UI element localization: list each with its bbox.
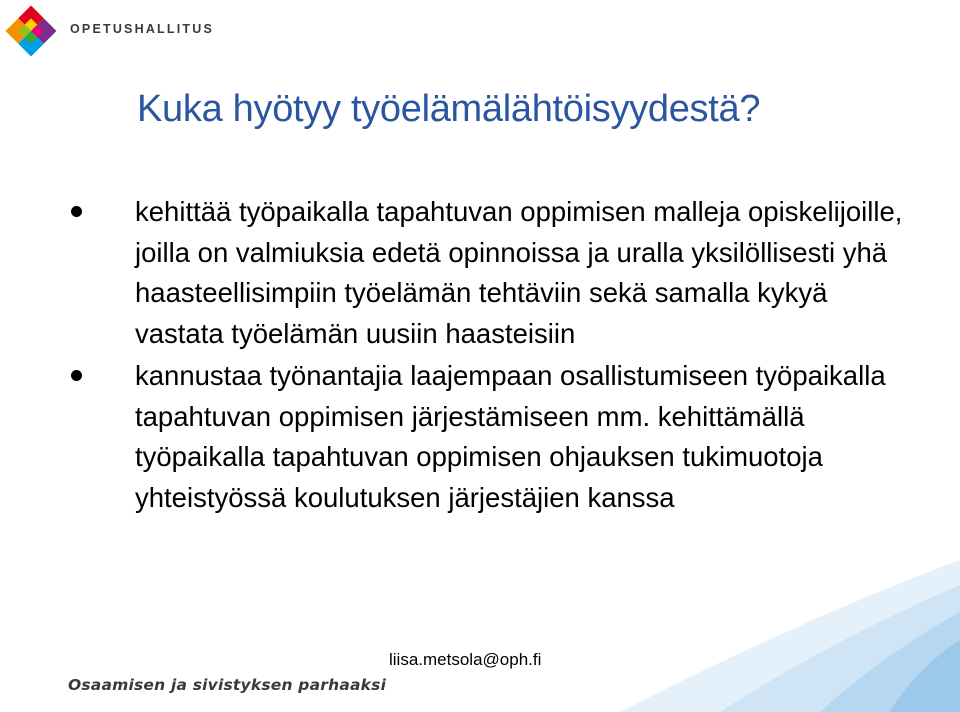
brand-name: OPETUSHALLITUS — [70, 22, 214, 36]
bullet-list — [135, 192, 915, 518]
bullet-text: kehittää työpaikalla tapahtuvan oppimisen malleja opiskelijoille, joilla on valmiuksia edetä opinnoissa ja uralla yksilöllisesti yhä haasteellisimpiin työelämän tehtäviin sekä samalla kykyä vastata työelämän uusiin haasteisiin — [135, 196, 903, 349]
bullet-item — [135, 356, 915, 518]
bullet-item — [135, 192, 915, 354]
contact-email: liisa.metsola@oph.fi — [389, 650, 542, 669]
footer-slogan: Osaamisen ja sivistyksen parhaaksi — [68, 676, 387, 694]
bullet-text: kannustaa työnantajia laajempaan osallistumiseen työpaikalla tapahtuvan oppimisen järjestämiseen mm. kehittämällä työpaikalla tapahtuvan oppimisen ohjauksen tukimuotoja yhteistyössä koulutuksen järjestäjien kanssa — [135, 360, 886, 513]
bullet-icon — [71, 370, 82, 381]
bullet-icon — [71, 206, 82, 217]
slide-title: Kuka hyötyy työelämälähtöisyydestä? — [137, 88, 761, 130]
diamond-logo-icon — [3, 3, 59, 59]
